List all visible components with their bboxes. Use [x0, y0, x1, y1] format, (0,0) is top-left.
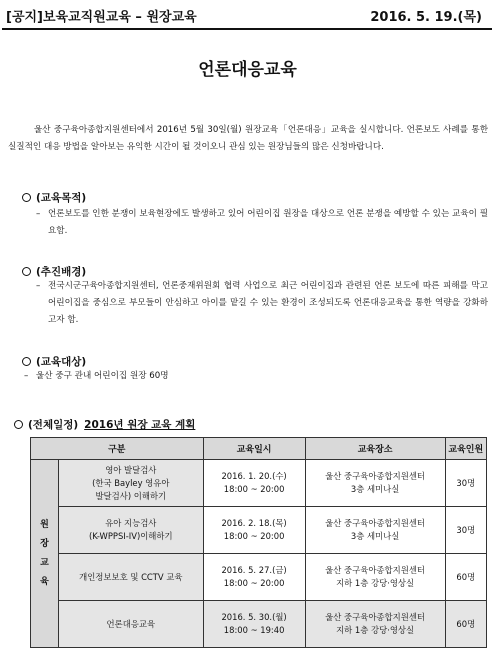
course-place-cell: 울산 중구육아종합지원센터 지하 1층 강당·영상실 [305, 554, 445, 601]
schedule-title: 2016년 원장 교육 계획 [84, 419, 196, 431]
circle-bullet-icon [22, 193, 31, 202]
course-name-cell: 유아 지능검사 (K-WPPSI-IV)이해하기 [59, 507, 204, 554]
notice-category: [공지]보육교직원교육 – 원장교육 [6, 10, 197, 25]
section-background-label: (추진배경) [36, 266, 87, 278]
side-label-director-education: 원 장 교 육 [31, 460, 59, 648]
section-background-text: 전국시군구육아종합지원센터, 언론중재위원회 협력 사업으로 최근 어린이집과 관련된 언론 보도에 따른 피해를 막고 어린이집을 중심으로 부모들이 안심하고 아이를 맡길 수 있는 환경이 조성되도록 언론대응교육을 통한 역량을 강화하고자 함. [48, 281, 488, 325]
column-header-category: 구분 [31, 438, 204, 460]
course-place-cell: 울산 중구육아종합지원센터 3층 세미나실 [305, 507, 445, 554]
circle-bullet-icon [22, 357, 31, 366]
document-title: 언론대응교육 [198, 60, 297, 80]
course-datetime-cell: 2016. 2. 18.(목) 18:00 ~ 20:00 [203, 507, 305, 554]
table-row [31, 507, 487, 554]
section-background-body: – 전국시군구육아종합지원센터, 언론중재위원회 협력 사업으로 최근 어린이집과 관련된 언론 보도에 따른 피해를 막고 어린이집을 중심으로 부모들이 안심하고 아이를 맡길 수 있는 환경이 조성되도록 언론대응교육을 통한 역량을 강화하고자 함. [36, 281, 488, 325]
course-name-cell: 언론대응교육 [59, 601, 204, 648]
course-datetime-cell: 2016. 1. 20.(수) 18:00 ~ 20:00 [203, 460, 305, 507]
table-row [31, 554, 487, 601]
section-background-heading [22, 264, 86, 279]
course-datetime-cell: 2016. 5. 27.(금) 18:00 ~ 20:00 [203, 554, 305, 601]
course-count-cell: 30명 [445, 507, 486, 554]
section-purpose-text: 언론보도를 인한 분쟁이 보육현장에도 발생하고 있어 어린이집 원장을 대상으로 언론 분쟁을 예방할 수 있는 교육이 필요함. [48, 209, 488, 236]
course-datetime-cell: 2016. 5. 30.(월) 18:00 ~ 19:40 [203, 601, 305, 648]
section-purpose-label: (교육목적) [36, 192, 87, 204]
circle-bullet-icon [22, 267, 31, 276]
intro-paragraph: 울산 중구육아종합지원센터에서 2016년 5월 30일(월) 원장교육「언론대응」교육을 실시합니다. 언론보도 사례를 통한 실질적인 대응 방법을 알아보는 유익한 시간이 될 것이오니 관심 있는 원장님들의 많은 신청바랍니다. [8, 125, 488, 152]
schedule-table [30, 437, 487, 648]
course-count-cell: 60명 [445, 554, 486, 601]
section-target-text: 울산 중구 관내 어린이집 원장 60명 [36, 371, 169, 381]
section-purpose-body: – 언론보도를 인한 분쟁이 보육현장에도 발생하고 있어 어린이집 원장을 대상으로 언론 분쟁을 예방할 수 있는 교육이 필요함. [36, 209, 488, 236]
schedule-heading-label: (전체일정) [28, 419, 79, 431]
notice-header [2, 0, 492, 30]
course-count-cell: 60명 [445, 601, 486, 648]
table-row [31, 460, 487, 507]
notice-date: 2016. 5. 19.(목) [370, 10, 482, 25]
course-place-cell: 울산 중구육아종합지원센터 지하 1층 강당·영상실 [305, 601, 445, 648]
course-count-cell: 30명 [445, 460, 486, 507]
column-header-datetime: 교육일시 [203, 438, 305, 460]
section-target-body: – 울산 중구 관내 어린이집 원장 60명 [24, 371, 169, 381]
section-purpose-heading [22, 190, 86, 205]
section-target-label: (교육대상) [36, 356, 87, 368]
column-header-place: 교육장소 [305, 438, 445, 460]
section-target-heading [22, 354, 86, 369]
course-place-cell: 울산 중구육아종합지원센터 3층 세미나실 [305, 460, 445, 507]
course-name-cell: 영아 발달검사 (한국 Bayley 영유아 발달검사) 이해하기 [59, 460, 204, 507]
schedule-heading [14, 417, 195, 432]
course-name-cell: 개인정보보호 및 CCTV 교육 [59, 554, 204, 601]
table-row [31, 601, 487, 648]
table-header-row [31, 438, 487, 460]
circle-bullet-icon [14, 420, 23, 429]
column-header-count: 교육인원 [445, 438, 486, 460]
